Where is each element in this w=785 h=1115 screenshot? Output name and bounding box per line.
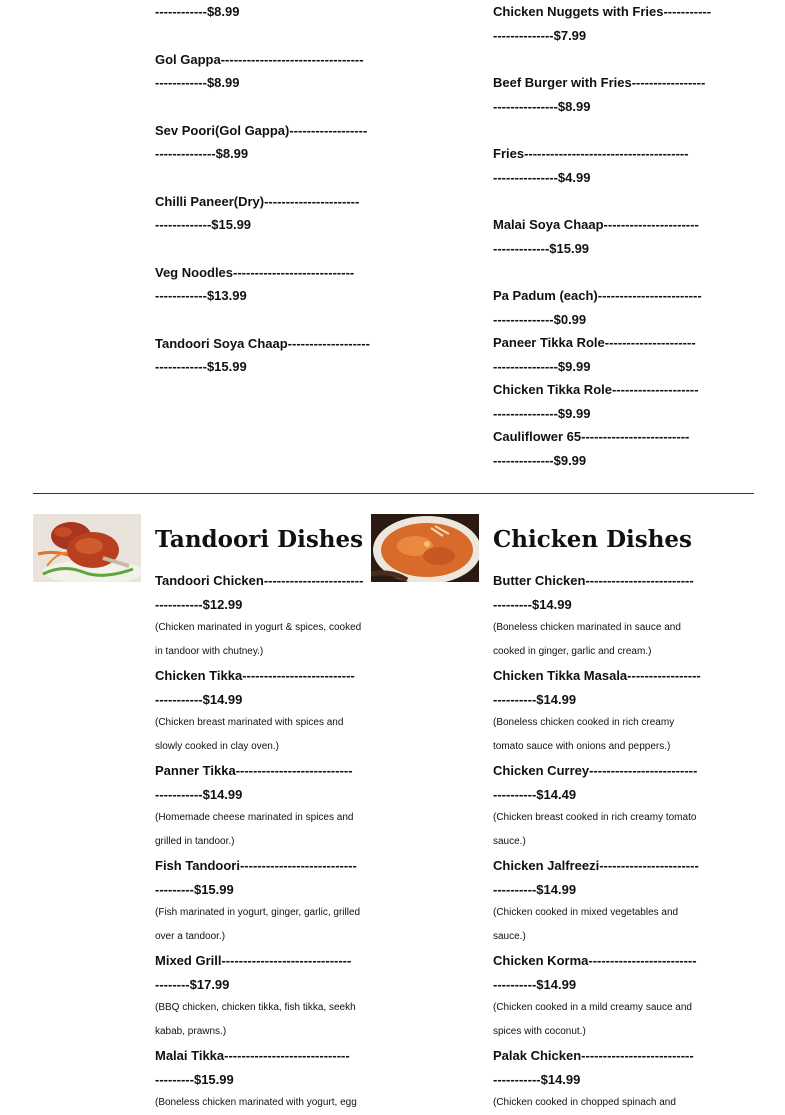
menu-item-name: Paneer Tikka Role--------------------- (493, 335, 696, 350)
menu-item-price: --------------$8.99 (155, 146, 249, 161)
menu-item-description: cooked in ginger, garlic and cream.) (493, 646, 652, 657)
tandoori-dishes-list (155, 569, 375, 1115)
menu-item-description: slowly cooked in clay oven.) (155, 741, 279, 752)
menu-item-price: ------------$8.99 (155, 4, 240, 19)
menu-item-description: (Homemade cheese marinated in spices and (155, 812, 354, 823)
menu-item-name: Malai Soya Chaap---------------------- (493, 217, 699, 232)
menu-item (493, 284, 715, 331)
menu-item (155, 48, 375, 95)
menu-item (155, 0, 375, 24)
menu-item-price: --------------$0.99 (493, 311, 587, 327)
butter-chicken-photo (371, 514, 479, 582)
menu-item (155, 119, 375, 166)
menu-item-price: ---------------$9.99 (493, 358, 591, 374)
menu-item-description: kabab, prawns.) (155, 1026, 227, 1037)
menu-item-name: Sev Poori(Gol Gappa)------------------ (155, 122, 368, 138)
menu-item-description: (BBQ chicken, chicken tikka, fish tikka, seekh (155, 1002, 356, 1013)
menu-item-price: -----------$12.99 (155, 596, 243, 612)
section-title-chicken: Chicken Dishes (493, 526, 693, 553)
menu-item-description: (Chicken breast marinated with spices and (155, 717, 344, 728)
menu-item-description: (Chicken cooked in mixed vegetables and (493, 907, 679, 918)
menu-item (493, 1044, 715, 1115)
menu-item-name: Chicken Currey------------------------- (493, 763, 698, 778)
menu-item-name: Palak Chicken-------------------------- (493, 1048, 694, 1063)
menu-item-description: in tandoor with chutney.) (155, 646, 264, 657)
tandoori-chicken-photo (33, 514, 141, 582)
menu-item-price: ---------$15.99 (155, 881, 234, 897)
menu-item-description: (Chicken breast cooked in rich creamy tomato (493, 812, 697, 823)
menu-item-name: Gol Gappa--------------------------------- (155, 51, 364, 67)
menu-item (155, 261, 375, 308)
menu-item-description: grilled in tandoor.) (155, 836, 235, 847)
section-title-tandoori: Tandoori Dishes (155, 526, 364, 553)
menu-item-name: Mixed Grill------------------------------ (155, 953, 352, 968)
menu-item (155, 332, 375, 379)
menu-item-price: -----------$14.99 (493, 1071, 581, 1087)
menu-item-description: (Boneless chicken marinated in sauce and (493, 622, 681, 633)
menu-item (493, 0, 715, 47)
menu-item (493, 213, 715, 260)
menu-item (155, 1044, 375, 1115)
menu-item-description: sauce.) (493, 836, 526, 847)
menu-item-name: Fish Tandoori--------------------------- (155, 858, 357, 873)
menu-item-price: -------------$15.99 (493, 240, 590, 256)
menu-item-name: Chicken Korma------------------------- (493, 953, 697, 968)
menu-item (155, 190, 375, 237)
menu-item-name: Chicken Tikka Role-------------------- (493, 382, 699, 397)
menu-item-name: Beef Burger with Fries----------------- (493, 75, 706, 90)
menu-item-name: Chicken Nuggets with Fries----------- (493, 4, 712, 19)
menu-item-price: ---------$15.99 (155, 1071, 234, 1087)
menu-item (493, 425, 715, 472)
menu-item (155, 854, 375, 949)
menu-item (493, 854, 715, 949)
menu-item-price: -----------$14.99 (155, 691, 243, 707)
menu-item (493, 949, 715, 1044)
menu-item (493, 331, 715, 378)
menu-item-price: ----------$14.49 (493, 786, 577, 802)
menu-item-name: Tandoori Chicken----------------------- (155, 573, 364, 588)
menu-item (493, 759, 715, 854)
menu-item-price: ---------------$8.99 (493, 98, 591, 114)
menu-item-price: -----------$14.99 (155, 786, 243, 802)
menu-item-name: Butter Chicken------------------------- (493, 573, 694, 588)
menu-item (155, 569, 375, 664)
menu-item-description: (Fish marinated in yogurt, ginger, garlic, grilled (155, 907, 361, 918)
menu-item-name: Tandoori Soya Chaap------------------- (155, 335, 370, 351)
menu-item-price: ----------$14.99 (493, 976, 577, 992)
menu-item-price: --------------$7.99 (493, 27, 587, 43)
menu-item-description: (Boneless chicken cooked in rich creamy (493, 717, 675, 728)
menu-item-description: spices with coconut.) (493, 1026, 586, 1037)
menu-item-price: ----------$14.99 (493, 691, 577, 707)
menu-item-name: Fries-------------------------------------- (493, 146, 689, 161)
menu-item-description: (Chicken marinated in yogurt & spices, cooked (155, 622, 362, 633)
menu-item (155, 759, 375, 854)
menu-item-price: --------$17.99 (155, 976, 230, 992)
top-right-column (493, 0, 715, 472)
menu-item (493, 569, 715, 664)
menu-item-description: over a tandoor.) (155, 931, 226, 942)
menu-item-name: Chicken Tikka-------------------------- (155, 668, 355, 683)
menu-item-price: -------------$15.99 (155, 217, 252, 232)
menu-item (493, 664, 715, 759)
menu-item (155, 664, 375, 759)
menu-item-name: Cauliflower 65------------------------- (493, 429, 690, 444)
menu-item (493, 142, 715, 189)
menu-item (155, 949, 375, 1044)
top-left-column (155, 0, 375, 379)
menu-item-price: ---------$14.99 (493, 596, 572, 612)
menu-item-price: --------------$9.99 (493, 452, 587, 468)
menu-item-description: sauce.) (493, 931, 526, 942)
section-divider (33, 493, 754, 494)
menu-item-name: Malai Tikka----------------------------- (155, 1048, 350, 1063)
menu-item-name: Chicken Jalfreezi----------------------- (493, 858, 699, 873)
menu-item-name: Pa Padum (each)------------------------ (493, 288, 702, 303)
menu-item-name: Chicken Tikka Masala----------------- (493, 668, 701, 683)
menu-item-price: ------------$13.99 (155, 288, 247, 303)
menu-item-name: Chilli Paneer(Dry)---------------------- (155, 193, 360, 209)
menu-item-price: ------------$15.99 (155, 359, 247, 374)
menu-item-price: ------------$8.99 (155, 75, 240, 90)
menu-item (493, 378, 715, 425)
menu-item-name: Veg Noodles---------------------------- (155, 264, 355, 280)
menu-item-price: ---------------$9.99 (493, 405, 591, 421)
menu-item-price: ----------$14.99 (493, 881, 577, 897)
chicken-dishes-list (493, 569, 715, 1115)
menu-item-description: tomato sauce with onions and peppers.) (493, 741, 671, 752)
menu-item-description: (Chicken cooked in a mild creamy sauce and (493, 1002, 692, 1013)
menu-item-description: (Chicken cooked in chopped spinach and (493, 1097, 676, 1108)
menu-item (493, 71, 715, 118)
menu-item-description: (Boneless chicken marinated with yogurt, egg (155, 1097, 357, 1108)
menu-item-name: Panner Tikka--------------------------- (155, 763, 353, 778)
menu-item-price: ---------------$4.99 (493, 169, 591, 185)
